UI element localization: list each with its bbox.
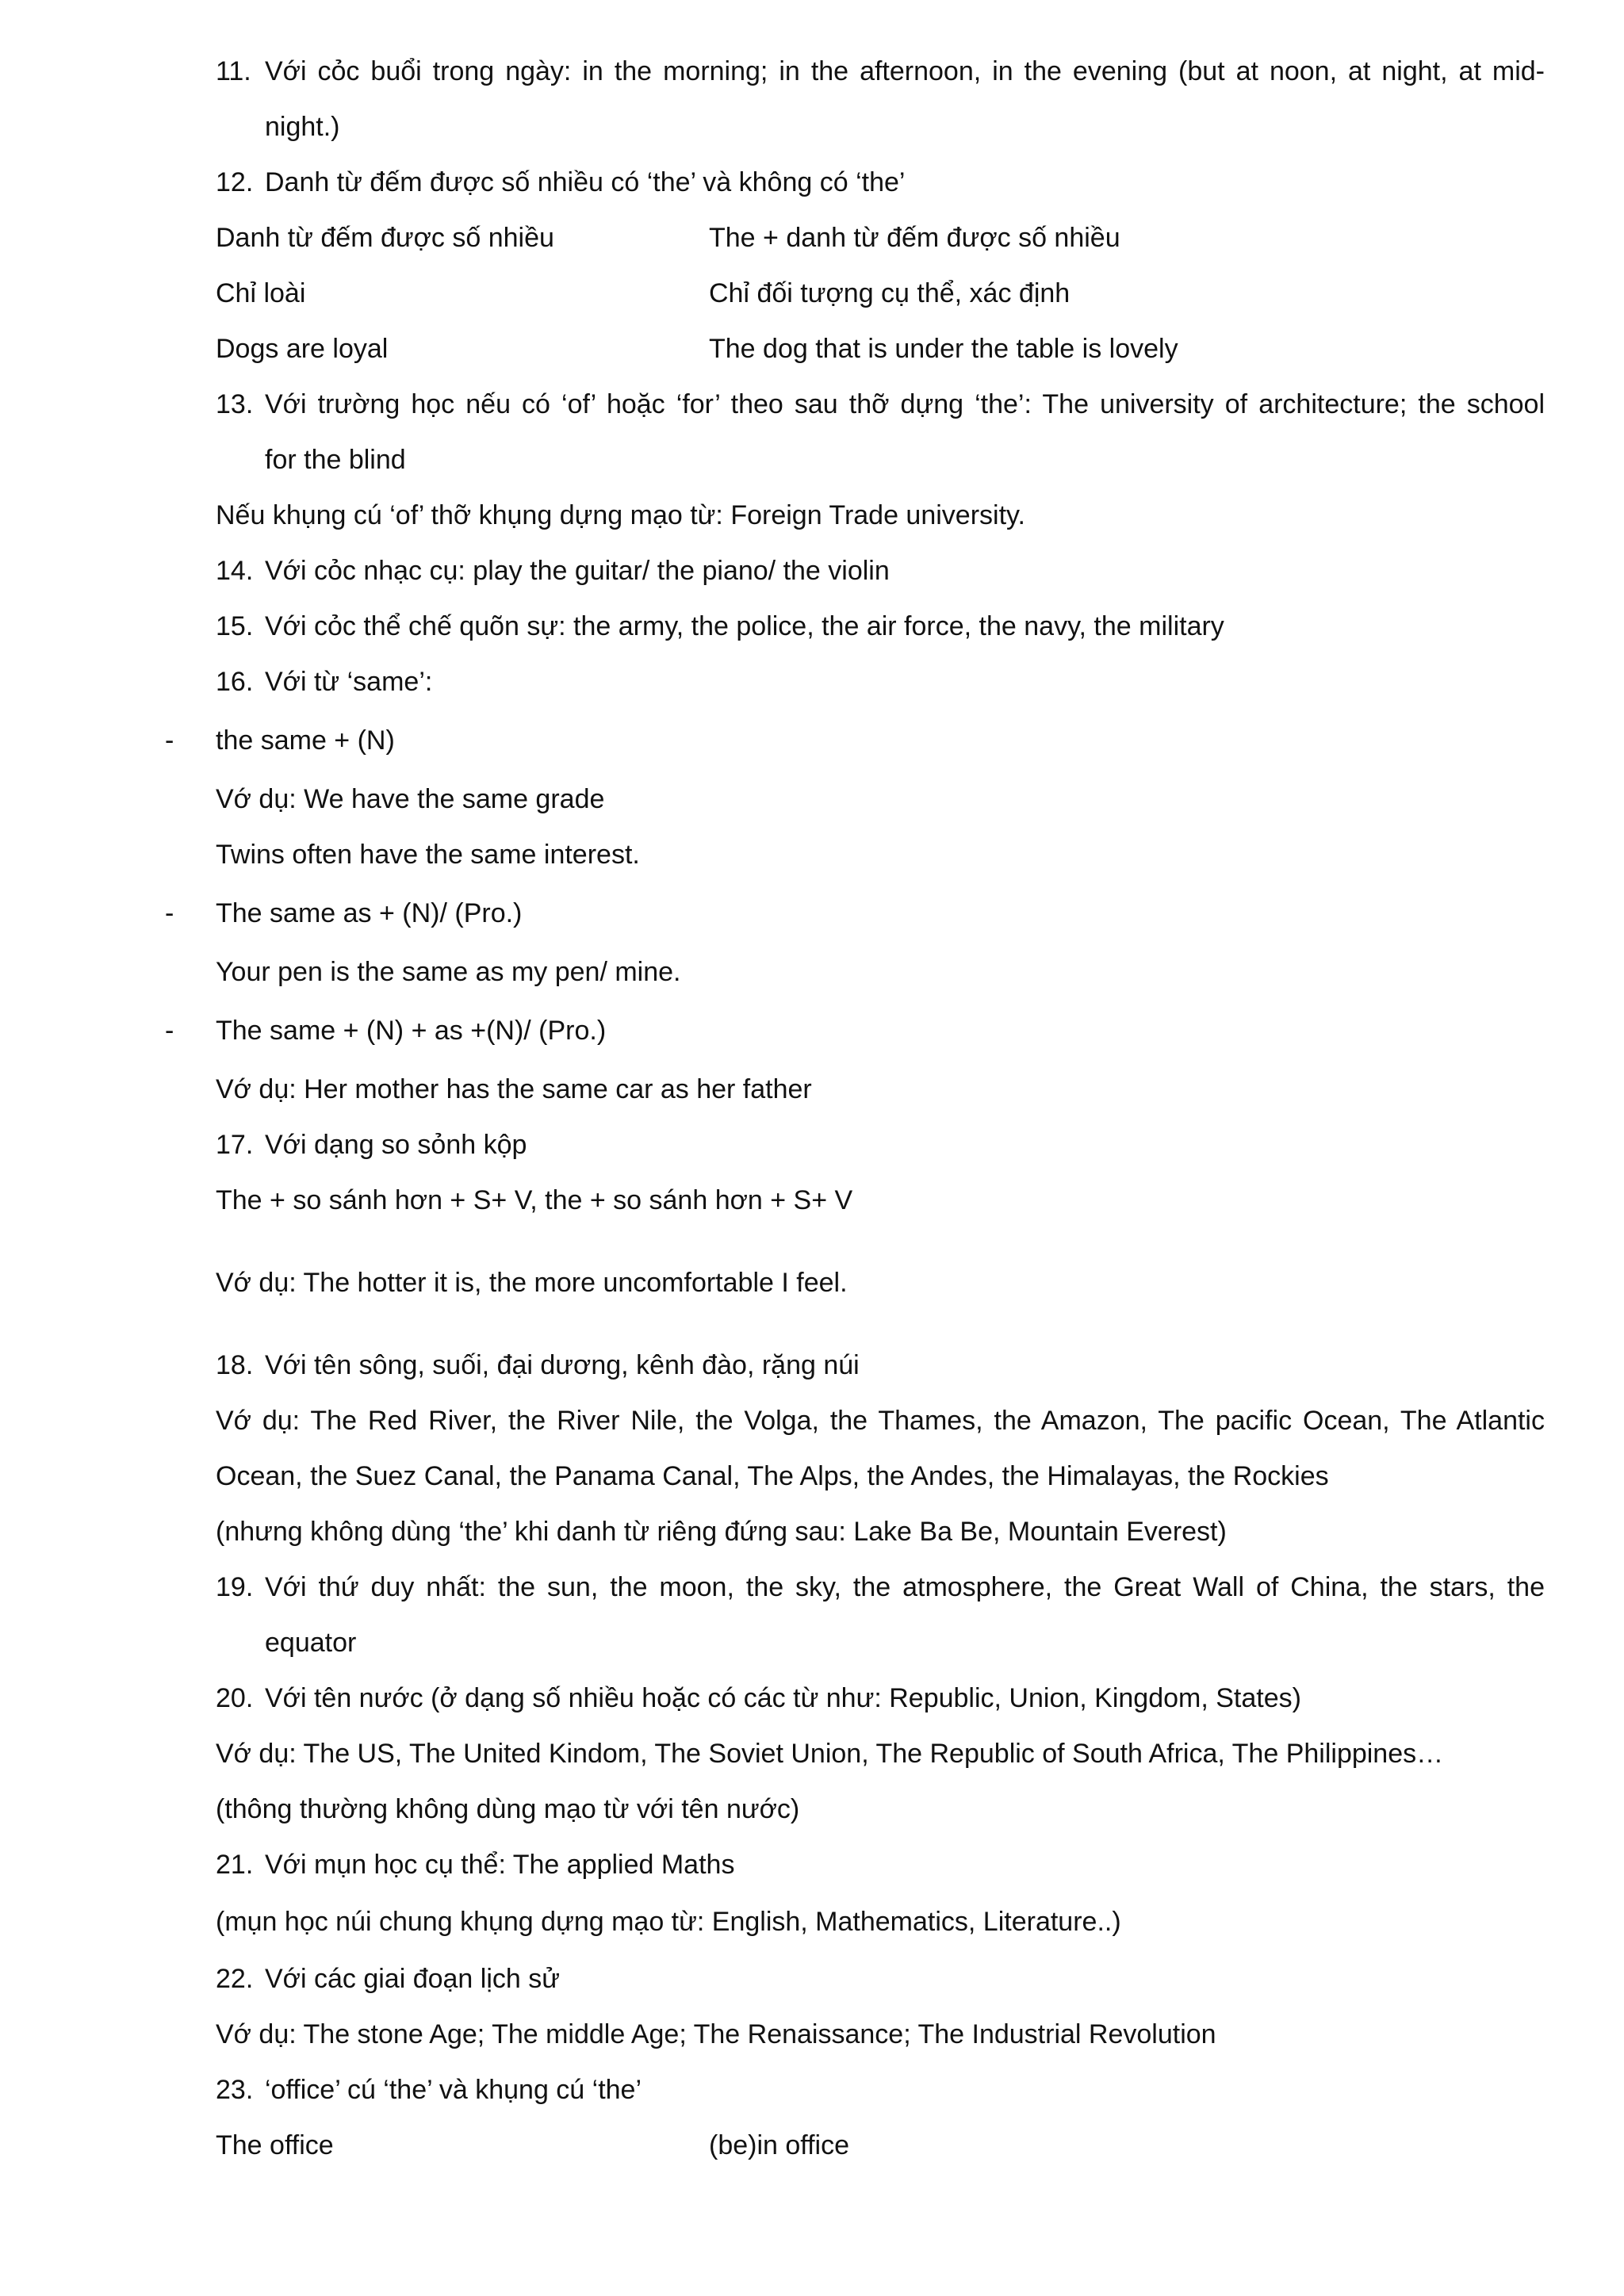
note-text: (mụn học núi chung khụng dựng mạo từ: English, Mathematics, Literature..)	[216, 1907, 1121, 1937]
example-text: Vớ dụ: The Red River, the River Nile, the Volga, the Thames, the Amazon, The pacific Ocean, The Atlantic	[216, 1406, 1545, 1436]
example-text: Twins often have the same interest.	[216, 840, 640, 870]
item-15	[216, 609, 1545, 644]
item-14	[216, 553, 1545, 588]
table-cell: Chỉ loài	[216, 278, 306, 308]
item-number: 21.	[216, 1850, 254, 1880]
example-text: Vớ dụ: The US, The United Kindom, The Soviet Union, The Republic of South Africa, The Philippines…	[216, 1739, 1444, 1769]
item-number: 15.	[216, 611, 254, 641]
table-cell: The office	[216, 2130, 334, 2160]
note-text: (thông thường không dùng mạo từ với tên nước)	[216, 1794, 800, 1824]
item-number: 13.	[216, 389, 254, 419]
example-text: Ocean, the Suez Canal, the Panama Canal, The Alps, the Andes, the Himalayas, the Rockies	[216, 1461, 1329, 1491]
item-number: 23.	[216, 2075, 254, 2105]
item-11-continuation: night.)	[265, 112, 340, 142]
bullet-item	[165, 896, 1545, 931]
example-text: Vớ dụ: The stone Age; The middle Age; The Renaissance; The Industrial Revolution	[216, 2019, 1216, 2049]
item-text: Với cỏc thể chế quõn sự: the army, the police, the air force, the navy, the military	[265, 611, 1224, 641]
example-text: Vớ dụ: The hotter it is, the more uncomfortable I feel.	[216, 1268, 848, 1298]
item-text: ‘office’ cú ‘the’ và khụng cú ‘the’	[265, 2075, 642, 2105]
formula-text: The + so sánh hơn + S+ V, the + so sánh hơn + S+ V	[216, 1185, 853, 1215]
example-text: Vớ dụ: Her mother has the same car as her father	[216, 1074, 812, 1104]
item-13	[216, 387, 1545, 422]
item-16	[216, 664, 1545, 699]
item-number: 12.	[216, 167, 254, 197]
item-13-continuation: for the blind	[265, 445, 406, 475]
item-18	[216, 1348, 1545, 1383]
item-text: Danh từ đếm được số nhiều có ‘the’ và không có ‘the’	[265, 167, 906, 197]
item-number: 14.	[216, 556, 254, 586]
note-text: (nhưng không dùng ‘the’ khi danh từ riêng đứng sau: Lake Ba Be, Mountain Everest)	[216, 1517, 1227, 1547]
item-number: 16.	[216, 667, 254, 697]
item-text: Với tên nước (ở dạng số nhiều hoặc có các từ như: Republic, Union, Kingdom, States)	[265, 1683, 1301, 1713]
item-11	[216, 54, 1545, 89]
bullet-item	[165, 723, 1545, 758]
table-row	[216, 2128, 1545, 2163]
example-text: Your pen is the same as my pen/ mine.	[216, 957, 681, 987]
item-text: Với trường học nếu có ‘of’ hoặc ‘for’ theo sau thỡ dựng ‘the’: The university of architecture; the school	[265, 389, 1545, 419]
item-17	[216, 1127, 1545, 1162]
table-cell: The + danh từ đếm được số nhiều	[709, 223, 1120, 253]
example-text: Vớ dụ: We have the same grade	[216, 784, 605, 814]
item-number: 20.	[216, 1683, 254, 1713]
item-20	[216, 1681, 1545, 1716]
table-row	[216, 220, 1545, 255]
item-number: 19.	[216, 1572, 254, 1602]
item-19	[216, 1570, 1545, 1605]
bullet-dash: -	[165, 725, 174, 756]
item-13-note: Nếu khụng cú ‘of’ thỡ khụng dựng mạo từ: Foreign Trade university.	[216, 500, 1025, 530]
item-number: 17.	[216, 1130, 254, 1160]
table-cell: The dog that is under the table is lovely	[709, 334, 1178, 364]
item-22	[216, 1961, 1545, 1996]
item-text: Với thứ duy nhất: the sun, the moon, the sky, the atmosphere, the Great Wall of China, the stars, the	[265, 1572, 1545, 1602]
item-21	[216, 1847, 1545, 1882]
table-row	[216, 331, 1545, 366]
item-text: Với mụn học cụ thể: The applied Maths	[265, 1850, 735, 1880]
item-19-continuation: equator	[265, 1628, 357, 1658]
item-text: Với dạng so sỏnh kộp	[265, 1130, 527, 1160]
table-row	[216, 276, 1545, 311]
bullet-text: The same + (N) + as +(N)/ (Pro.)	[216, 1016, 607, 1046]
item-text: Với từ ‘same’:	[265, 667, 433, 697]
item-23	[216, 2072, 1545, 2107]
table-cell: Danh từ đếm được số nhiều	[216, 223, 554, 253]
table-cell: Dogs are loyal	[216, 334, 389, 364]
item-text: Với cỏc nhạc cụ: play the guitar/ the piano/ the violin	[265, 556, 890, 586]
item-number: 22.	[216, 1964, 254, 1994]
bullet-dash: -	[165, 1016, 174, 1046]
item-12	[216, 165, 1545, 200]
item-number: 18.	[216, 1350, 254, 1380]
item-text: Với tên sông, suối, đại dương, kênh đào, rặng núi	[265, 1350, 860, 1380]
table-cell: Chỉ đối tượng cụ thể, xác định	[709, 278, 1071, 308]
bullet-dash: -	[165, 898, 174, 928]
bullet-text: The same as + (N)/ (Pro.)	[216, 898, 523, 928]
item-text: Với cỏc buổi trong ngày: in the morning; in the afternoon, in the evening (but at noon, at night, at mid-	[265, 56, 1545, 86]
table-cell: (be)in office	[709, 2130, 850, 2160]
item-text: Với các giai đoạn lịch sử	[265, 1964, 561, 1994]
item-number: 11.	[216, 56, 251, 86]
bullet-text: the same + (N)	[216, 725, 395, 756]
bullet-item	[165, 1013, 1545, 1048]
